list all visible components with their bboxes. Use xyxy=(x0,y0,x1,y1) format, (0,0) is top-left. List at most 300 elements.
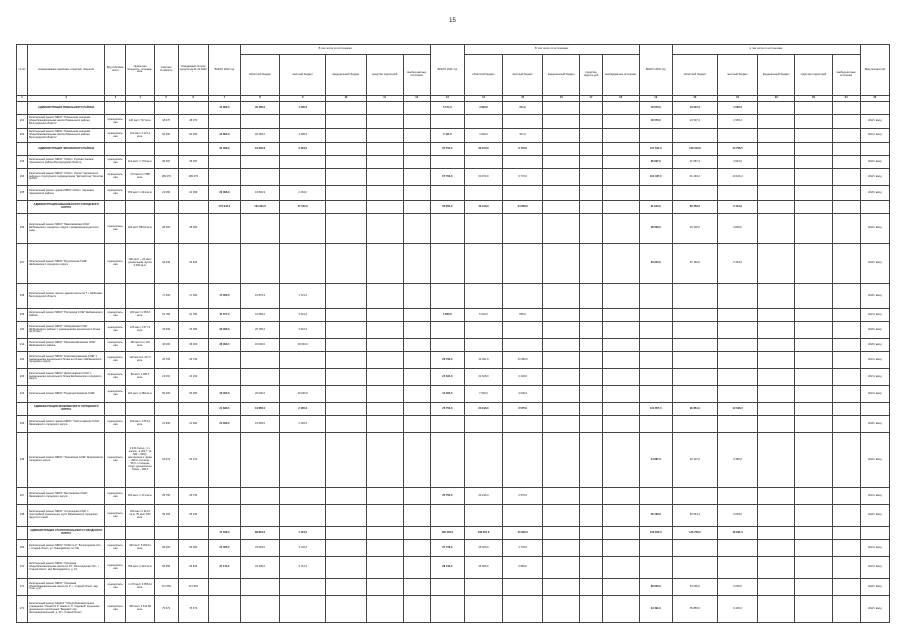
cell-cost: 28 000 xyxy=(154,214,178,244)
investment-program-table xyxy=(16,44,890,623)
cell-name: АДМИНИСТРАЦИЯ ЧЕРНЯНСКОГО РАЙОНА xyxy=(28,143,105,156)
cell-l21: 24 289,0 xyxy=(503,201,543,214)
cell-name: Капитальный ремонт МБОУ "Бузулевская СОШ" Шебекинского городского округа xyxy=(28,244,105,284)
cell-l22: 1 565,2 xyxy=(718,102,758,115)
cell-l22 xyxy=(718,416,758,433)
cell-l21 xyxy=(503,322,543,339)
cell-tr21 xyxy=(580,201,602,214)
cell-t21 xyxy=(430,579,464,596)
cell-r22: 90 851,0 xyxy=(672,403,717,416)
cell-f20 xyxy=(326,102,366,115)
cell-own xyxy=(105,527,126,540)
cell-l22 xyxy=(718,322,758,339)
cell-r21: 60 970,0 xyxy=(464,143,502,156)
cell-name: АДМИНИСТРАЦИЯ СТАРООСКОЛЬСКОГО ГОРОДСКОГО ОКРУГА xyxy=(28,527,105,540)
cell-name: Капитальный ремонт МБОУ "Первоцепляевская СОШ" xyxy=(28,386,105,403)
cell-no xyxy=(17,527,28,540)
cell-o20 xyxy=(403,309,430,322)
cell-rem xyxy=(178,102,208,115)
cell-f22 xyxy=(758,309,795,322)
page-number: 15 xyxy=(449,18,456,24)
cell-f20 xyxy=(326,143,366,156)
cell-t22 xyxy=(639,284,672,309)
cell-l20: 2 264,0 xyxy=(280,186,326,201)
cell-cap: 150 мест 1 051,9 кв.м. xyxy=(126,416,154,433)
cell-name: АДМИНИСТРАЦИЯ РОВЕНЬСКОГО РАЙОНА xyxy=(28,102,105,115)
col-header-sources-2020: В том числе по источникам: xyxy=(240,45,430,55)
cell-no: 244 xyxy=(17,386,28,403)
cell-r20 xyxy=(240,579,279,596)
cell-l20 xyxy=(280,244,326,284)
cell-r22: 146 756,0 xyxy=(672,527,717,540)
cell-tr21 xyxy=(580,386,602,403)
cell-l22: 3 543,0 xyxy=(718,156,758,169)
cell-o21 xyxy=(602,403,639,416)
cell-own xyxy=(105,143,126,156)
cell-f22 xyxy=(758,322,795,339)
cell-r22: 57 166,0 xyxy=(672,244,717,284)
table-row xyxy=(17,309,890,322)
cell-year: 2022г. ввод xyxy=(860,596,889,623)
cell-r22: 55 855,0 xyxy=(672,596,717,623)
cell-own xyxy=(105,201,126,214)
cell-o21 xyxy=(602,244,639,284)
cell-cost: 50 000 xyxy=(154,386,178,403)
cell-name: Капитальный ремонт МБОУ "Маломихайловская СОШ" Шебекинского района xyxy=(28,339,105,352)
cell-name: АДМИНИСТРАЦИЯ ЯКОВЛЕВСКОГО ГОРОДСКОГО ОКРУГА xyxy=(28,403,105,416)
cell-tr22 xyxy=(795,322,832,339)
cell-f22 xyxy=(758,156,795,169)
cell-o21 xyxy=(602,102,639,115)
cell-o20 xyxy=(403,156,430,169)
cell-cost: 18 070 xyxy=(154,115,178,129)
cell-r20 xyxy=(240,596,279,623)
cell-l21 xyxy=(503,284,543,309)
cell-t22 xyxy=(639,352,672,369)
cell-year xyxy=(860,527,889,540)
cell-f21 xyxy=(543,505,580,527)
cell-tr21 xyxy=(580,214,602,244)
cell-r22 xyxy=(672,540,717,557)
cell-f22 xyxy=(758,596,795,623)
cell-o22 xyxy=(832,596,860,623)
cell-f20 xyxy=(326,579,366,596)
cell-cost xyxy=(154,527,178,540)
cell-o22 xyxy=(832,102,860,115)
cell-t22: 36 097,0 xyxy=(639,156,672,169)
cell-tr22 xyxy=(795,129,832,143)
cell-rem: 33 096 xyxy=(178,322,208,339)
cell-r20 xyxy=(240,214,279,244)
cell-no: 247 xyxy=(17,488,28,505)
cell-r20: 29 786,0 xyxy=(240,322,279,339)
cell-l21 xyxy=(503,339,543,352)
cell-f20 xyxy=(326,416,366,433)
cell-tr22 xyxy=(795,540,832,557)
cell-name: Капитальный ремонт МБОУ "ООШ № 3", Белгородская обл., г. Старый Оскол, ул. Гражданская, № 70а xyxy=(28,540,105,557)
cell-t22: 152 935,0 xyxy=(639,527,672,540)
cell-tr22 xyxy=(795,284,832,309)
cell-t20 xyxy=(208,433,240,488)
cell-r20: 20 000,0 xyxy=(240,386,279,403)
column-number-cell: 1 xyxy=(17,96,28,102)
table-row xyxy=(17,505,890,527)
cell-f21 xyxy=(543,557,580,579)
group-row xyxy=(17,403,890,416)
cell-l21: 3 000,0 xyxy=(503,386,543,403)
cell-tr21 xyxy=(580,579,602,596)
cell-cap: 3 161,9 кв.м. (т.ч. школа - 2 464,7, (2 562 – 600)); мастерская и гараж – 494,2; теплица – 56,6 + площадь спорт. дошкольного блока – 190,4 xyxy=(126,433,154,488)
cell-cost: 63 943 xyxy=(154,244,178,284)
cell-r22 xyxy=(672,129,717,143)
cell-r22: 16 507,3 xyxy=(672,102,717,115)
cell-t20 xyxy=(208,505,240,527)
cell-r21: 40 319,0 xyxy=(464,201,502,214)
cell-name: Капитальный ремонт здания МБОУ СОШ п. Чернянка Чернянского района xyxy=(28,186,105,201)
cell-f20 xyxy=(326,201,366,214)
cell-f21 xyxy=(543,115,580,129)
cell-l22: 10 163,2 xyxy=(718,169,758,186)
cell-t21: 27 778,0 xyxy=(430,540,464,557)
cell-r22: 54 000,0 xyxy=(672,579,717,596)
cell-f20 xyxy=(326,557,366,579)
table-row xyxy=(17,386,890,403)
cell-f20 xyxy=(326,169,366,186)
cell-t20 xyxy=(208,115,240,129)
cell-l22: 1 565,2 xyxy=(718,115,758,129)
cell-l22: 9 154,0 xyxy=(718,201,758,214)
cell-tr20 xyxy=(366,309,403,322)
col-header-commission: Ввод мощностей xyxy=(860,45,889,96)
cell-cap: 350 мест 3 614,89 кв.м. xyxy=(126,596,154,623)
cell-t21 xyxy=(430,433,464,488)
cell-rem: 56 193 xyxy=(178,505,208,527)
cell-l21: 2 403,0 xyxy=(503,369,543,386)
cell-t20: 22 096,9 xyxy=(208,186,240,201)
cell-o20 xyxy=(403,214,430,244)
cell-o20 xyxy=(403,416,430,433)
cell-l20 xyxy=(280,352,326,369)
cell-o20 xyxy=(403,186,430,201)
table-row xyxy=(17,416,890,433)
cell-r20: 33 593,0 xyxy=(240,540,279,557)
cell-l20: 20 000,0 xyxy=(280,386,326,403)
cell-o20 xyxy=(403,403,430,416)
cell-r22 xyxy=(672,339,717,352)
table-row xyxy=(17,156,890,169)
cell-o20 xyxy=(403,557,430,579)
cell-r21 xyxy=(464,156,502,169)
col-header-offbudget-2022: внебюд-жетные источники xyxy=(832,55,860,96)
cell-tr20 xyxy=(366,143,403,156)
cell-tr21 xyxy=(580,557,602,579)
cell-o21 xyxy=(602,416,639,433)
cell-own: муниципаль-ная xyxy=(105,488,126,505)
cell-t20 xyxy=(208,369,240,386)
cell-f20 xyxy=(326,386,366,403)
column-number-cell: 25 xyxy=(860,96,889,102)
cell-o21 xyxy=(602,488,639,505)
column-number-cell: 10 xyxy=(326,96,366,102)
cell-r21: 138 597,0 xyxy=(464,527,502,540)
cell-t20: 33 096,0 xyxy=(208,322,240,339)
group-row xyxy=(17,201,890,214)
table-row xyxy=(17,115,890,129)
cell-tr20 xyxy=(366,186,403,201)
cell-tr22 xyxy=(795,102,832,115)
cell-year xyxy=(860,201,889,214)
cell-l22 xyxy=(718,386,758,403)
cell-cost: 51 782 xyxy=(154,309,178,322)
cell-own: муниципаль-ная xyxy=(105,244,126,284)
cell-r20 xyxy=(240,244,279,284)
cell-r21 xyxy=(464,596,502,623)
column-number-cell: 16 xyxy=(543,96,580,102)
cell-tr21 xyxy=(580,369,602,386)
cell-o22 xyxy=(832,579,860,596)
cell-cap xyxy=(126,143,154,156)
cell-o22 xyxy=(832,339,860,352)
cell-name: Капитальный ремонт МБОУ "Ровеньская основная общеобразовательная школа Ровеньского района Белгородской области" xyxy=(28,129,105,143)
cell-rem: 26 793 xyxy=(178,352,208,369)
cell-l22: 6 436,0 xyxy=(718,596,758,623)
cell-o20 xyxy=(403,579,430,596)
cell-l20 xyxy=(280,488,326,505)
cell-rem: 17 000 xyxy=(178,284,208,309)
cell-o20 xyxy=(403,244,430,284)
cell-f20 xyxy=(326,433,366,488)
column-number-cell: 13 xyxy=(430,96,464,102)
cell-tr21 xyxy=(580,527,602,540)
cell-own: муниципаль-ная xyxy=(105,433,126,488)
cell-f20 xyxy=(326,244,366,284)
cell-f22 xyxy=(758,115,795,129)
cell-f22 xyxy=(758,244,795,284)
cell-t22: 137 534,0 xyxy=(639,143,672,156)
cell-tr20 xyxy=(366,527,403,540)
cell-r21: 21 628,0 xyxy=(464,369,502,386)
cell-t22: 28 000,0 xyxy=(639,214,672,244)
cell-year: 2021г. ввод xyxy=(860,557,889,579)
cell-l22: 6 354,0 xyxy=(718,244,758,284)
cell-t22: 18 070,0 xyxy=(639,115,672,129)
cell-r20: 19 665,0 xyxy=(240,416,279,433)
cell-cost: 33 096 xyxy=(154,322,178,339)
table-body xyxy=(17,102,890,623)
cell-name: Капитальный ремонт МБОУ "Дмитриевская СОШ" с размещением дошкольного блока Шебекинского городского округа xyxy=(28,369,105,386)
cell-cap: 220 мест 4 280 кв.м. xyxy=(126,386,154,403)
cell-l20 xyxy=(280,579,326,596)
cell-o22 xyxy=(832,169,860,186)
cell-t22: 24 391,0 xyxy=(639,596,672,623)
cell-tr22 xyxy=(795,557,832,579)
cell-f22 xyxy=(758,488,795,505)
table-row xyxy=(17,322,890,339)
cell-year: 2020г. ввод xyxy=(860,416,889,433)
col-header-regional-2022: областной бюджет xyxy=(672,55,717,96)
cell-tr20 xyxy=(366,169,403,186)
cell-r21: 23 196,0 xyxy=(464,403,502,416)
cell-r21 xyxy=(464,339,502,352)
cell-cap: 125 мест 1 577,3 кв.м. xyxy=(126,322,154,339)
column-number-cell: 18 xyxy=(602,96,639,102)
cell-t21 xyxy=(430,505,464,527)
cell-l20: 47 012,0 xyxy=(280,201,326,214)
cell-t21 xyxy=(430,416,464,433)
cell-r22: 123 316,8 xyxy=(672,143,717,156)
cell-tr21 xyxy=(580,284,602,309)
cell-t22: 18 070,0 xyxy=(639,102,672,115)
cell-name: Капитальный ремонт МБОУ "Основная общеобразовательная школа № 2", г. Старый Оскол, мкр Углы, д.17 xyxy=(28,579,105,596)
cell-l22 xyxy=(718,488,758,505)
cell-r22 xyxy=(672,488,717,505)
cell-f21 xyxy=(543,322,580,339)
cell-t22 xyxy=(639,369,672,386)
cell-tr22 xyxy=(795,579,832,596)
cell-tr22 xyxy=(795,433,832,488)
column-number-cell: 6 xyxy=(178,96,208,102)
cell-r21 xyxy=(464,186,502,201)
cell-tr21 xyxy=(580,540,602,557)
cell-cost: 62 074 xyxy=(154,433,178,488)
header-row-1 xyxy=(17,45,890,55)
cell-name: АДМИНИСТРАЦИЯ ШЕБЕКИНСКОГО ГОРОДСКОГО ОКРУГА xyxy=(28,201,105,214)
cell-own: муниципаль-ная xyxy=(105,505,126,527)
column-number-cell: 23 xyxy=(795,96,832,102)
cell-cost: 24 031 xyxy=(154,369,178,386)
cell-o21 xyxy=(602,201,639,214)
cell-r21: 23 196,0 xyxy=(464,488,502,505)
cell-tr20 xyxy=(366,284,403,309)
cell-o22 xyxy=(832,129,860,143)
cell-l20: 4 521,0 xyxy=(280,309,326,322)
cell-cap: 786 мест 2 410 кв.м. xyxy=(126,557,154,579)
cell-name: Капитальный ремонт здания МБОУ "Святославская СОШ" Яковлевского городского округа xyxy=(28,416,105,433)
cell-f20 xyxy=(326,540,366,557)
cell-tr21 xyxy=(580,352,602,369)
cell-l20: 18 000,0 xyxy=(280,339,326,352)
cell-cap: 100 мест + 20 мест дошкольная группа 3 036 кв.м. xyxy=(126,244,154,284)
cell-cost: 22 096 xyxy=(154,186,178,201)
cell-t21 xyxy=(430,156,464,169)
cell-tr20 xyxy=(366,102,403,115)
cell-no: 246 xyxy=(17,433,28,488)
cell-tr22 xyxy=(795,416,832,433)
cell-t22 xyxy=(639,557,672,579)
cell-f22 xyxy=(758,284,795,309)
col-header-federal-2021: федеральный бюджет xyxy=(543,55,580,96)
cell-year xyxy=(860,403,889,416)
cell-l21: 10 380,0 xyxy=(503,352,543,369)
cell-no: 231 xyxy=(17,115,28,129)
cell-f21 xyxy=(543,214,580,244)
cell-name: Капитальный ремонт МБОУ "Стрелецкая СОШ" с пристройкой дошкольных групп Яковлевского городского округа (2 этапа) xyxy=(28,505,105,527)
cell-r21 xyxy=(464,284,502,309)
cell-r22: 40 407,0 xyxy=(672,433,717,488)
cell-tr21 xyxy=(580,115,602,129)
cell-t22: 101 857,0 xyxy=(639,403,672,416)
cell-no xyxy=(17,403,28,416)
table-row xyxy=(17,540,890,557)
cell-l22 xyxy=(718,369,758,386)
cell-tr22 xyxy=(795,505,832,527)
cell-l20: 7 424,0 xyxy=(280,527,326,540)
group-row xyxy=(17,143,890,156)
cell-f20 xyxy=(326,309,366,322)
cell-tr22 xyxy=(795,488,832,505)
cell-year: 2021г. ввод xyxy=(860,309,889,322)
table-row xyxy=(17,339,890,352)
cell-t21: 25 750,0 xyxy=(430,488,464,505)
cell-o22 xyxy=(832,369,860,386)
cell-f22 xyxy=(758,201,795,214)
cell-f21 xyxy=(543,244,580,284)
cell-l22 xyxy=(718,352,758,369)
cell-own: муниципаль-ная xyxy=(105,129,126,143)
cell-l22 xyxy=(718,339,758,352)
cell-cost: 21 830 xyxy=(154,416,178,433)
col-header-no: № п/п xyxy=(17,45,28,96)
cell-no: 235 xyxy=(17,186,28,201)
cell-f20 xyxy=(326,214,366,244)
cell-t21: 65 265,0 xyxy=(430,201,464,214)
cell-f20 xyxy=(326,115,366,129)
col-header-ownership: Вид собствен-ности xyxy=(105,45,126,96)
cell-rem: 63 943 xyxy=(178,244,208,284)
cell-r20: 33 496,0 xyxy=(240,557,279,579)
cell-o22 xyxy=(832,433,860,488)
cell-f22 xyxy=(758,369,795,386)
cell-l20: 1 721,0 xyxy=(280,284,326,309)
cell-f21 xyxy=(543,579,580,596)
cell-name: Капитальный ремонт жилого здания школы № 7 г. Шебекино Белгородской области xyxy=(28,284,105,309)
cell-r22: 31 687,3 xyxy=(672,156,717,169)
cell-t22 xyxy=(639,488,672,505)
cell-r21 xyxy=(464,433,502,488)
column-number-cell: 4 xyxy=(126,96,154,102)
cell-l21 xyxy=(503,244,543,284)
cell-t21 xyxy=(430,284,464,309)
cell-f21 xyxy=(543,416,580,433)
cell-no: 248 xyxy=(17,505,28,527)
cell-rem xyxy=(178,527,208,540)
column-number-cell: 5 xyxy=(154,96,178,102)
cell-t20: 44 860,0 xyxy=(208,129,240,143)
cell-r20 xyxy=(240,505,279,527)
col-header-offbudget-2020: внебюд-жетные источники xyxy=(403,55,430,96)
cell-r20: 40 465,0 xyxy=(240,129,279,143)
cell-f21 xyxy=(543,488,580,505)
cell-l20 xyxy=(280,505,326,527)
cell-f21 xyxy=(543,156,580,169)
cell-tr21 xyxy=(580,186,602,201)
cell-r22: 82 356,0 xyxy=(672,201,717,214)
table-row xyxy=(17,169,890,186)
cell-f21 xyxy=(543,540,580,557)
cell-tr20 xyxy=(366,129,403,143)
cell-o20 xyxy=(403,102,430,115)
cell-t20 xyxy=(208,352,240,369)
cell-no: 240 xyxy=(17,322,28,339)
cell-f22 xyxy=(758,143,795,156)
cell-r20 xyxy=(240,115,279,129)
cell-l22: 16 291,0 xyxy=(718,527,758,540)
cell-tr22 xyxy=(795,169,832,186)
table-row xyxy=(17,579,890,596)
cell-tr22 xyxy=(795,339,832,352)
cell-o21 xyxy=(602,169,639,186)
cell-cap: 120 места 1 217,6 кв.м. xyxy=(126,352,154,369)
